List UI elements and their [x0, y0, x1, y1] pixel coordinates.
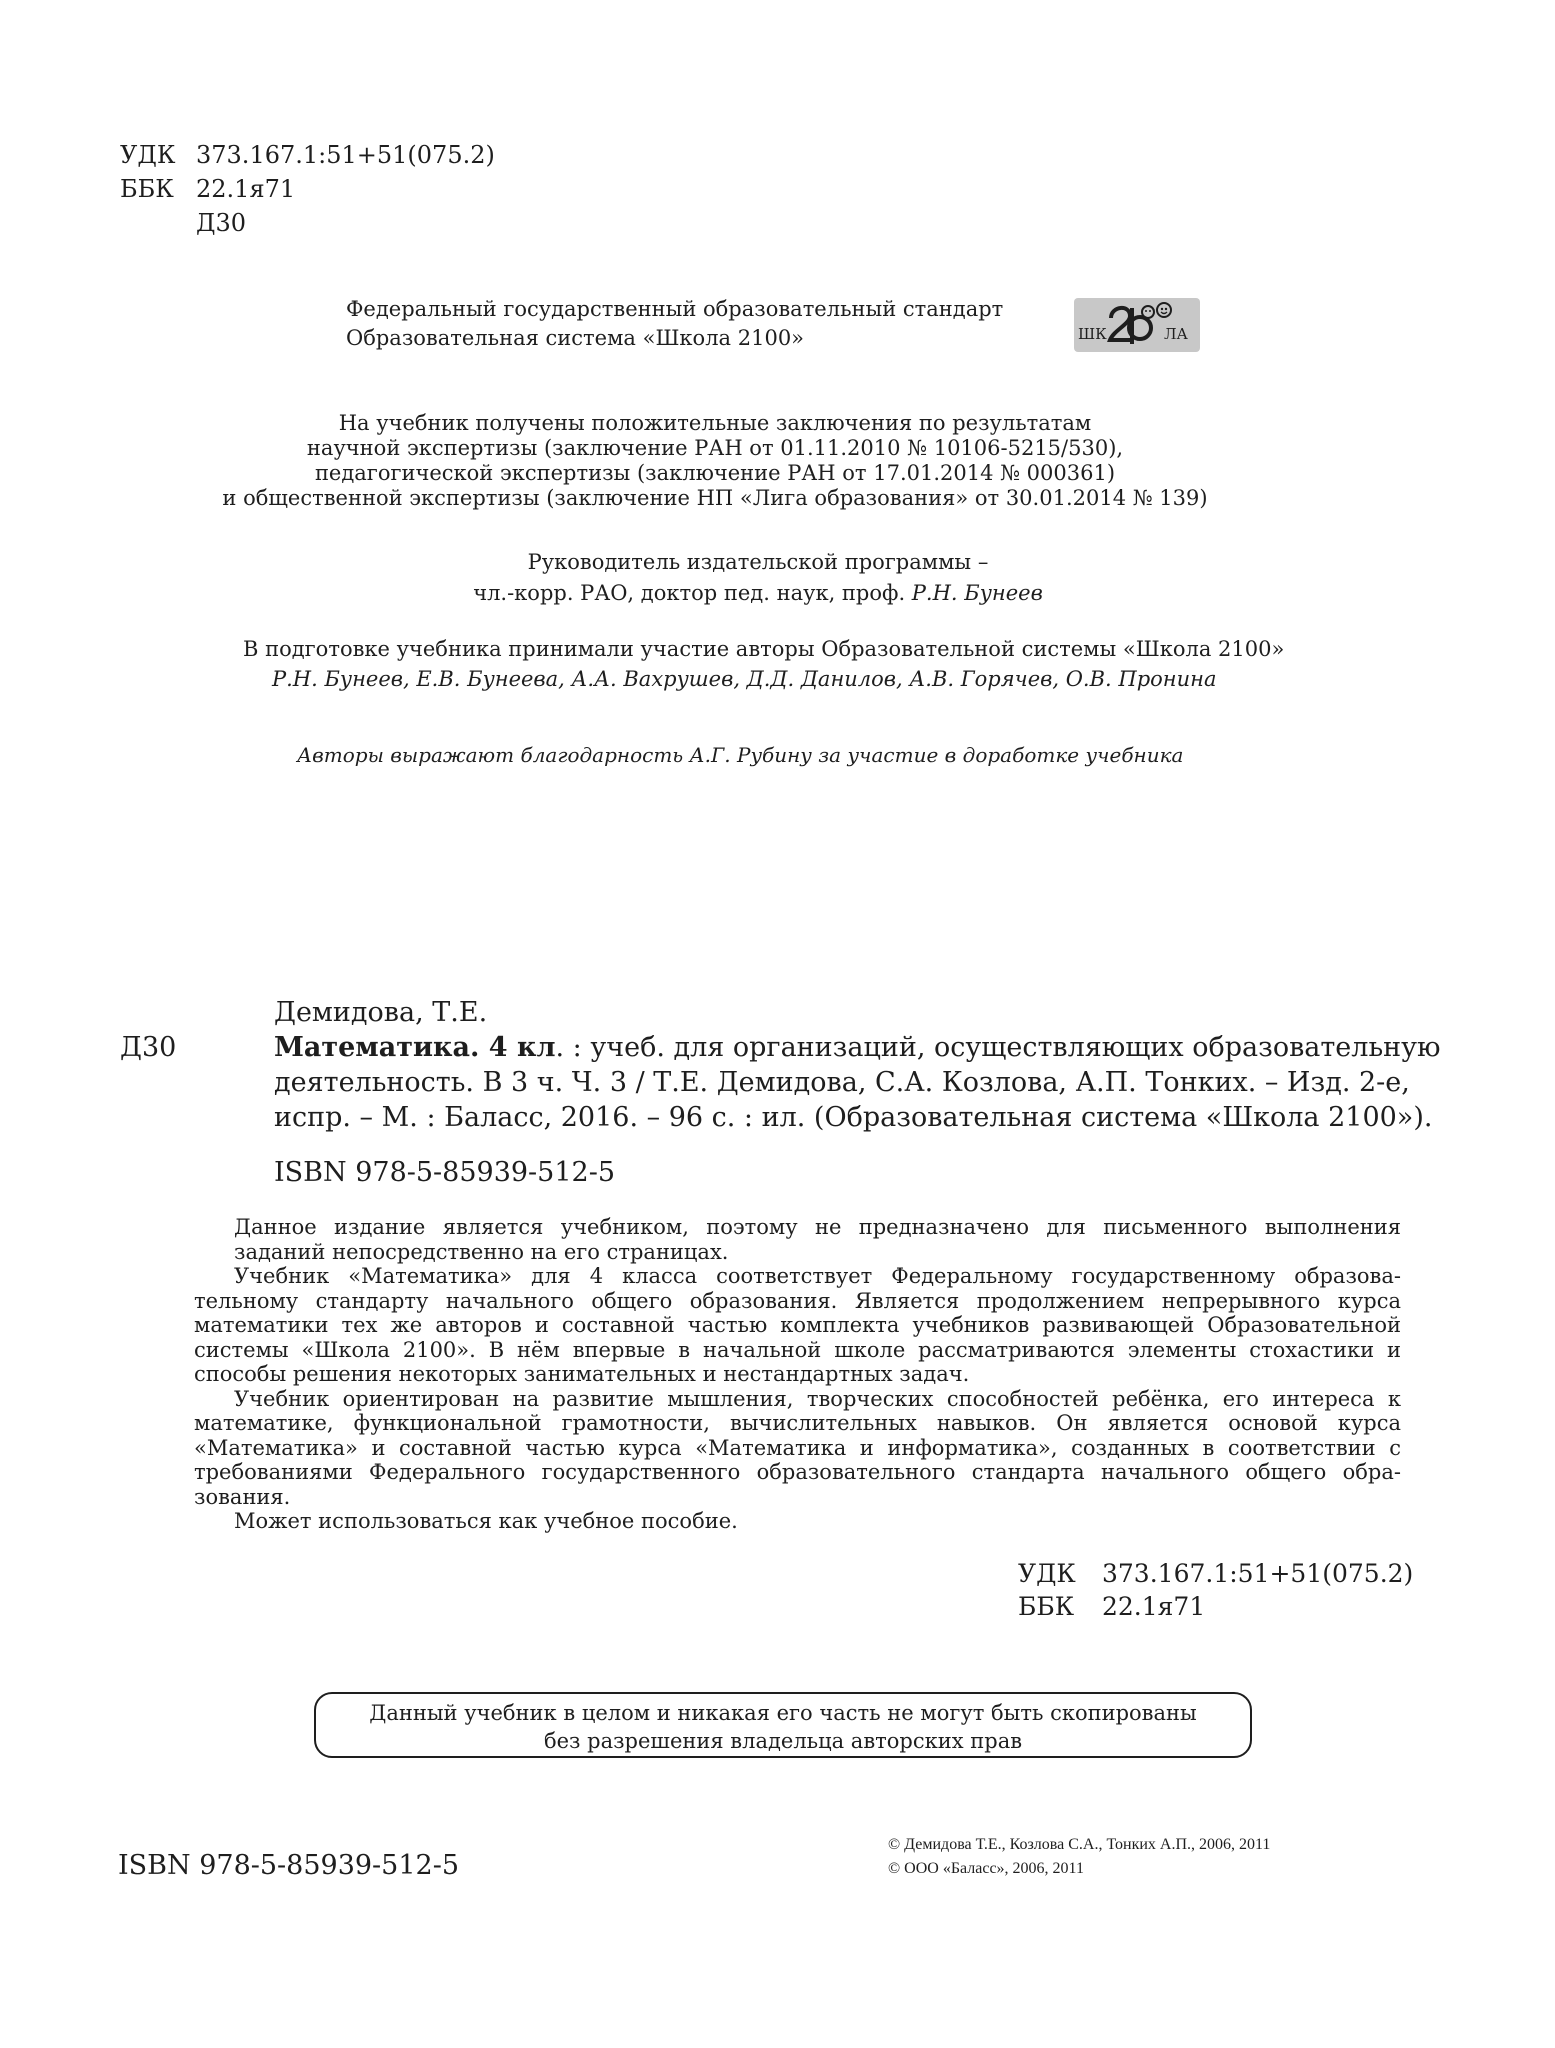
author-mark: Д30 — [196, 209, 247, 237]
copyright-notice-box — [314, 1692, 1252, 1758]
approval-line-4: и общественной экспертизы (заключение НП «Лига образования» от 30.01.2014 № 139) — [222, 486, 1208, 510]
catalog-title: Математика. 4 кл — [274, 1032, 556, 1063]
program-head-name: Р.Н. Бунеев — [911, 581, 1043, 605]
catalog-isbn: ISBN 978-5-85939-512-5 — [274, 1157, 616, 1188]
program-head-title: чл.-корр. РАО, доктор пед. наук, проф. — [473, 581, 912, 605]
standard-line-1: Федеральный государственный образовательный стандарт — [346, 297, 1004, 321]
annotation — [194, 1215, 1401, 1534]
standard-line-2: Образовательная система «Школа 2100» — [346, 326, 805, 350]
annotation-line: Данное издание является учебником, поэтому не предназначено для письменного выполнения — [234, 1215, 1401, 1239]
footer-udk-code — [1018, 1557, 1413, 1590]
annotation-line: Может использоваться как учебное пособие. — [234, 1509, 738, 1533]
school-2100-logo — [1074, 298, 1200, 352]
footer-udk-value: 373.167.1:51+51(075.2) — [1102, 1559, 1414, 1588]
footer-bbk-code — [1018, 1590, 1205, 1623]
catalog-title-rest: . : учеб. для организаций, осуществляющих образовательную — [555, 1032, 1441, 1063]
annotation-line: системы «Школа 2100». В нём впервые в начальной школе рассматриваются элементы стохастики и — [194, 1337, 1401, 1362]
logo-text-left: ШК — [1078, 325, 1107, 343]
catalog-line-2: деятельность. В 3 ч. Ч. 3 / Т.Е. Демидова, С.А. Козлова, А.П. Тонких. – Изд. 2-е, — [274, 1067, 1410, 1098]
preparation-line-1: В подготовке учебника принимали участие авторы Образовательной системы «Школа 2100» — [243, 637, 1285, 661]
catalog-mark: Д30 — [120, 1032, 177, 1063]
approval-line-2: научной экспертизы (заключение РАН от 01.11.2010 № 10106-5215/530), — [306, 436, 1124, 460]
copyright-authors: © Демидова Т.Е., Козлова С.А., Тонких А.П., 2006, 2011 — [888, 1836, 1271, 1853]
footer-bbk-label: ББК — [1018, 1592, 1075, 1621]
bbk-code — [120, 172, 295, 206]
annotation-line: заданий непосредственно на его страницах. — [234, 1239, 729, 1264]
annotation-line: Учебник ориентирован на развитие мышления, творческих способностей ребёнка, его интереса к — [234, 1386, 1401, 1411]
isbn-bottom: ISBN 978-5-85939-512-5 — [118, 1850, 460, 1881]
logo-text-right: ЛА — [1164, 325, 1188, 343]
acknowledgement: Авторы выражают благодарность А.Г. Рубину за участие в доработке учебника — [297, 743, 1184, 767]
footer-udk-label: УДК — [1018, 1559, 1076, 1588]
udk-value: 373.167.1:51+51(075.2) — [196, 141, 495, 169]
bbk-label: ББК — [120, 175, 174, 203]
catalog-line-3: испр. – М. : Баласс, 2016. – 96 с. : ил. (Образовательная система «Школа 2100»). — [274, 1102, 1433, 1133]
annotation-line: математики тех же авторов и составной частью комплекта учебников развивающей Образовательной — [194, 1313, 1401, 1337]
udk-code — [120, 138, 495, 172]
annotation-line: тельному стандарту начального общего образования. Является продолжением непрерывного курса — [194, 1288, 1401, 1313]
annotation-line: способы решения некоторых занимательных и нестандартных задач. — [194, 1362, 970, 1386]
copyright-publisher: © ООО «Баласс», 2006, 2011 — [888, 1860, 1084, 1877]
program-head-line-2 — [0, 578, 1516, 609]
udk-label: УДК — [120, 141, 176, 169]
preparation-authors: Р.Н. Бунеев, Е.В. Бунеева, А.А. Вахрушев, Д.Д. Данилов, А.В. Горячев, О.В. Пронина — [272, 667, 1217, 691]
annotation-line: математике, функциональной грамотности, вычислительных навыков. Он является основой курса — [194, 1411, 1401, 1435]
annotation-line: «Математика» и составной частью курса «Математика и информатика», созданных в соответствии с — [194, 1435, 1401, 1460]
copyright-notice-line-1: Данный учебник в целом и никакая его часть не могут быть скопированы — [369, 1701, 1197, 1725]
catalog-author: Демидова, Т.Е. — [274, 997, 488, 1028]
approval-line-1: На учебник получены положительные заключения по результатам — [338, 411, 1092, 435]
annotation-line: зования. — [194, 1484, 291, 1509]
logo-numeral-icon — [1110, 303, 1171, 344]
annotation-line: Учебник «Математика» для 4 класса соответствует Федеральному государственному образова- — [234, 1264, 1401, 1288]
bbk-value: 22.1я71 — [196, 175, 296, 203]
copyright-notice-line-2: без разрешения владельца авторских прав — [543, 1729, 1023, 1753]
catalog-title-line — [274, 1031, 1441, 1065]
program-head-line-1: Руководитель издательской программы – — [527, 550, 989, 574]
footer-bbk-value: 22.1я71 — [1102, 1592, 1206, 1621]
approval-line-3: педагогической экспертизы (заключение РАН от 17.01.2014 № 000361) — [314, 461, 1116, 485]
annotation-line: требованиями Федерального государственного образовательного стандарта начального общего обра- — [194, 1460, 1401, 1484]
